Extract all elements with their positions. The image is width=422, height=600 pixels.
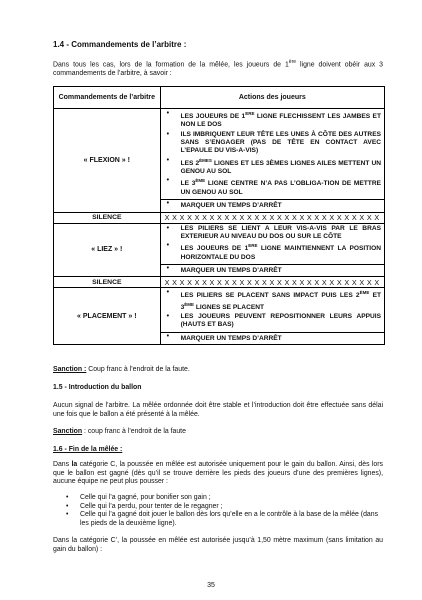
silence-x-marks: X X X X X X X X X X X X X X X X X X X X X X X X X X X X X [160,212,384,223]
liez-row [54,223,385,277]
placement-actions [161,289,384,343]
list-item: • MARQUER UN TEMPS D’ARRÊT [161,332,384,343]
list-item: • LES PILIERS SE PLACENT SANS IMPACT PUIS LES 2ÈME ET 3ÈME LIGNES SE PLACENT [166,289,382,311]
placement-command: « PLACEMENT » ! [54,288,161,345]
list-item: • LES JOUEURS DE 1ERE LIGNE FLECHISSENT LES JAMBES ET NON LE DOS [166,110,381,129]
section-1-4-sanction: Sanction : Coup franc à l’endroit de la faute. [53,366,190,373]
list-item: • ILS IMBRIQUENT LEUR TÊTE LES UNES À CÔTE DES AUTRES SANS S’ENGAGER (PAS DE TÊTE EN CONTACT AVEC L’EPAULE DU VIS-A-VIS) [166,130,381,155]
table-header-row [54,87,385,109]
flexion-command: « FLEXION » ! [54,109,161,213]
liez-command: « LIEZ » ! [54,223,161,277]
list-item: • MARQUER UN TEMPS D’ARRÊT [161,199,384,210]
col-header-actions: Actions des joueurs [160,87,384,109]
list-item: • Celle qui l’a perdu, pour tenter de le regagner ; [66,502,223,510]
section-1-6-paragraph-2: Dans la catégorie C’, la poussée en mêlée est autorisée jusqu’à 1,50 mètre maximum (sans limitation au gain du ballon) : [53,537,383,553]
silence-x-marks: X X X X X X X X X X X X X X X X X X X X X X X X X X X X X [160,277,384,288]
list-item: • LES JOUEURS PEUVENT REPOSITIONNER LEURS APPUIS (HAUTS ET BAS) [166,313,381,329]
liez-actions [161,225,384,276]
section-1-5-sanction: Sanction : coup franc à l’endroit de la faute [53,428,186,435]
list-item: • Celle qui l’a gagné doit jouer le ballon dès lors qu’elle en a le contrôle à la base de la mêlée (dans les pieds de la deuxième ligne). [66,511,379,527]
silence-label: SILENCE [54,212,161,223]
page-number: 35 [207,582,215,589]
list-item: • Celle qui l’a gagné, pour bonifier son gain ; [66,494,211,501]
silence-label: SILENCE [54,277,161,288]
section-1-6-paragraph-1: Dans la catégorie C, la poussée en mêlée est autorisée uniquement pour le gain du ballon. Ainsi, dès lors que le ballon est gagné (dès qu’il se trouve derrière les pieds des joueurs d’une des premières lignes), aucune équipe ne peut plus pousser : [53,461,383,486]
section-1-4-intro: Dans tous les cas, lors de la formation de la mêlée, les joueurs de 1ère ligne doivent obéir aux 3 commandements de l’arbitre, à savoir : [53,59,383,77]
flexion-row [54,109,385,213]
section-1-5-text: Aucun signal de l’arbitre. La mêlée ordonnée doit être stable et l’introduction doit être effectuée sans délai une fois que le ballon a été présenté à la mêlée. [53,402,383,418]
list-item: • LES PILIERS SE LIENT A LEUR VIS-A-VIS PAR LE BRAS EXTERIEUR AU NIVEAU DU DOS OU SUR LE CÔTE [166,224,381,240]
list-item: • LES 2ÈMES LIGNES ET LES 3ÈMES LIGNES AILES METTENT UN GENOU AU SOL [166,156,381,176]
silence-row-2 [54,277,385,288]
list-item: • MARQUER UN TEMPS D’ARRÊT [161,264,384,275]
commands-table [53,86,385,345]
flexion-actions [161,110,384,211]
section-1-4-title: 1.4 - Commandements de l’arbitre : [53,40,187,49]
silence-row-1 [54,212,385,223]
list-item: • LES JOUEURS DE 1ERE LIGNE MAINTIENNENT LA POSITION HORIZONTALE DU DOS [166,242,381,261]
section-1-5-title: 1.5 - Introduction du ballon [53,384,142,391]
section-1-6-title: 1.6 - Fin de la mêlée : [53,446,123,453]
placement-row [54,288,385,345]
list-item: • LE 3ÈME LIGNE CENTRE N’A PAS L’OBLIGA-TION DE METTRE UN GENOU AU SOL [166,177,381,196]
section-1-6-bullet-list [66,494,384,528]
col-header-commands: Commandements de l’arbitre [54,87,161,109]
